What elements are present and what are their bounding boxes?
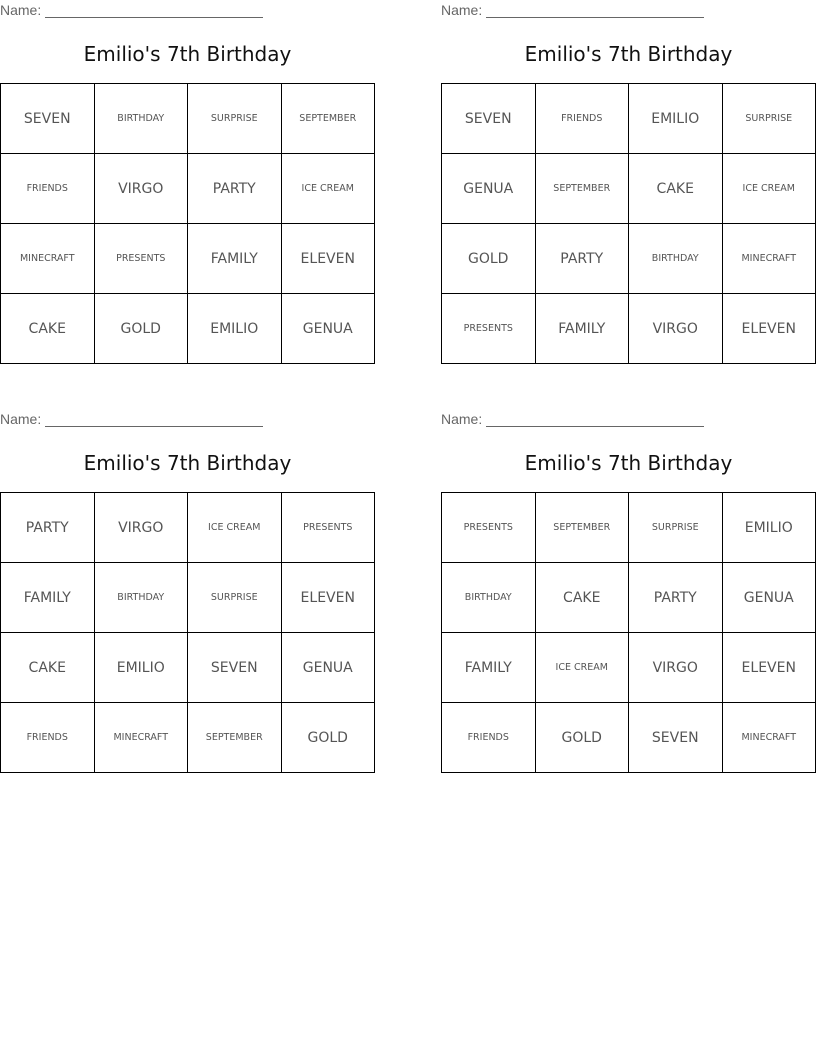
bingo-cell[interactable]: SURPRISE xyxy=(629,493,723,563)
bingo-cell[interactable]: GENUA xyxy=(722,563,816,633)
bingo-cell[interactable]: BIRTHDAY xyxy=(94,563,188,633)
bingo-cell[interactable]: ELEVEN xyxy=(722,633,816,703)
grid-row xyxy=(442,84,816,154)
grid-row xyxy=(442,493,816,563)
card-title: Emilio's 7th Birthday xyxy=(83,451,292,475)
grid-row xyxy=(1,224,375,294)
grid-row xyxy=(1,294,375,364)
grid-row xyxy=(442,703,816,773)
bingo-cell[interactable]: ICE CREAM xyxy=(535,633,629,703)
bingo-cell[interactable]: MINECRAFT xyxy=(94,703,188,773)
bingo-cell[interactable]: FRIENDS xyxy=(442,703,536,773)
bingo-cell[interactable]: GOLD xyxy=(442,224,536,294)
name-blank-line[interactable] xyxy=(45,412,263,427)
grid-row xyxy=(442,154,816,224)
name-blank-line[interactable] xyxy=(45,3,263,18)
bingo-cell[interactable]: GENUA xyxy=(442,154,536,224)
bingo-cell[interactable]: GOLD xyxy=(94,294,188,364)
bingo-cell[interactable]: EMILIO xyxy=(94,633,188,703)
bingo-cell[interactable]: SEPTEMBER xyxy=(281,84,375,154)
bingo-cell[interactable]: SEVEN xyxy=(1,84,95,154)
bingo-cell[interactable]: SEPTEMBER xyxy=(188,703,282,773)
bingo-cell[interactable]: PRESENTS xyxy=(94,224,188,294)
name-label: Name: xyxy=(0,411,42,427)
name-field xyxy=(0,411,263,427)
grid-row xyxy=(1,493,375,563)
bingo-cell[interactable]: SEPTEMBER xyxy=(535,493,629,563)
grid-row xyxy=(1,84,375,154)
name-blank-line[interactable] xyxy=(486,412,704,427)
name-field xyxy=(0,2,263,18)
bingo-cell[interactable]: ELEVEN xyxy=(281,224,375,294)
card-title: Emilio's 7th Birthday xyxy=(524,42,733,66)
card-title: Emilio's 7th Birthday xyxy=(83,42,292,66)
grid-row xyxy=(1,633,375,703)
grid-row xyxy=(442,294,816,364)
grid-row xyxy=(442,563,816,633)
card-title: Emilio's 7th Birthday xyxy=(524,451,733,475)
bingo-cell[interactable]: GENUA xyxy=(281,294,375,364)
bingo-cell[interactable]: BIRTHDAY xyxy=(442,563,536,633)
name-blank-line[interactable] xyxy=(486,3,704,18)
grid-row xyxy=(442,633,816,703)
name-label: Name: xyxy=(0,2,42,18)
bingo-cell[interactable]: PARTY xyxy=(629,563,723,633)
bingo-grid xyxy=(0,492,375,773)
bingo-cell[interactable]: FRIENDS xyxy=(535,84,629,154)
bingo-cell[interactable]: GENUA xyxy=(281,633,375,703)
bingo-cell[interactable]: SEVEN xyxy=(188,633,282,703)
bingo-cell[interactable]: SURPRISE xyxy=(188,84,282,154)
bingo-cell[interactable]: BIRTHDAY xyxy=(94,84,188,154)
name-label: Name: xyxy=(441,411,483,427)
bingo-cell[interactable]: ICE CREAM xyxy=(188,493,282,563)
bingo-cell[interactable]: PRESENTS xyxy=(281,493,375,563)
bingo-cell[interactable]: ELEVEN xyxy=(722,294,816,364)
bingo-cell[interactable]: EMILIO xyxy=(629,84,723,154)
bingo-grid xyxy=(441,83,816,364)
bingo-cell[interactable]: MINECRAFT xyxy=(722,224,816,294)
bingo-cell[interactable]: EMILIO xyxy=(722,493,816,563)
bingo-cell[interactable]: VIRGO xyxy=(629,294,723,364)
bingo-cell[interactable]: GOLD xyxy=(281,703,375,773)
bingo-grid xyxy=(441,492,816,773)
bingo-cell[interactable]: EMILIO xyxy=(188,294,282,364)
name-field xyxy=(441,411,704,427)
bingo-cell[interactable]: FRIENDS xyxy=(1,703,95,773)
bingo-cell[interactable]: PRESENTS xyxy=(442,294,536,364)
bingo-cell[interactable]: PARTY xyxy=(1,493,95,563)
bingo-cell[interactable]: VIRGO xyxy=(629,633,723,703)
bingo-cell[interactable]: SURPRISE xyxy=(722,84,816,154)
bingo-cell[interactable]: SEVEN xyxy=(629,703,723,773)
bingo-cell[interactable]: GOLD xyxy=(535,703,629,773)
name-label: Name: xyxy=(441,2,483,18)
bingo-cell[interactable]: SURPRISE xyxy=(188,563,282,633)
bingo-cell[interactable]: FAMILY xyxy=(442,633,536,703)
grid-row xyxy=(442,224,816,294)
bingo-cell[interactable]: VIRGO xyxy=(94,493,188,563)
bingo-cell[interactable]: MINECRAFT xyxy=(1,224,95,294)
bingo-cell[interactable]: ICE CREAM xyxy=(281,154,375,224)
grid-row xyxy=(1,563,375,633)
bingo-cell[interactable]: SEVEN xyxy=(442,84,536,154)
bingo-cell[interactable]: CAKE xyxy=(535,563,629,633)
bingo-cell[interactable]: MINECRAFT xyxy=(722,703,816,773)
bingo-cell[interactable]: FRIENDS xyxy=(1,154,95,224)
grid-row xyxy=(1,154,375,224)
bingo-grid xyxy=(0,83,375,364)
bingo-cell[interactable]: CAKE xyxy=(1,294,95,364)
bingo-cell[interactable]: BIRTHDAY xyxy=(629,224,723,294)
bingo-cell[interactable]: FAMILY xyxy=(188,224,282,294)
bingo-cell[interactable]: ICE CREAM xyxy=(722,154,816,224)
name-field xyxy=(441,2,704,18)
bingo-cell[interactable]: FAMILY xyxy=(1,563,95,633)
bingo-cell[interactable]: FAMILY xyxy=(535,294,629,364)
bingo-cell[interactable]: PRESENTS xyxy=(442,493,536,563)
bingo-cell[interactable]: ELEVEN xyxy=(281,563,375,633)
bingo-cell[interactable]: CAKE xyxy=(629,154,723,224)
bingo-cell[interactable]: SEPTEMBER xyxy=(535,154,629,224)
grid-row xyxy=(1,703,375,773)
bingo-cell[interactable]: PARTY xyxy=(188,154,282,224)
bingo-cell[interactable]: VIRGO xyxy=(94,154,188,224)
bingo-cell[interactable]: CAKE xyxy=(1,633,95,703)
bingo-cell[interactable]: PARTY xyxy=(535,224,629,294)
